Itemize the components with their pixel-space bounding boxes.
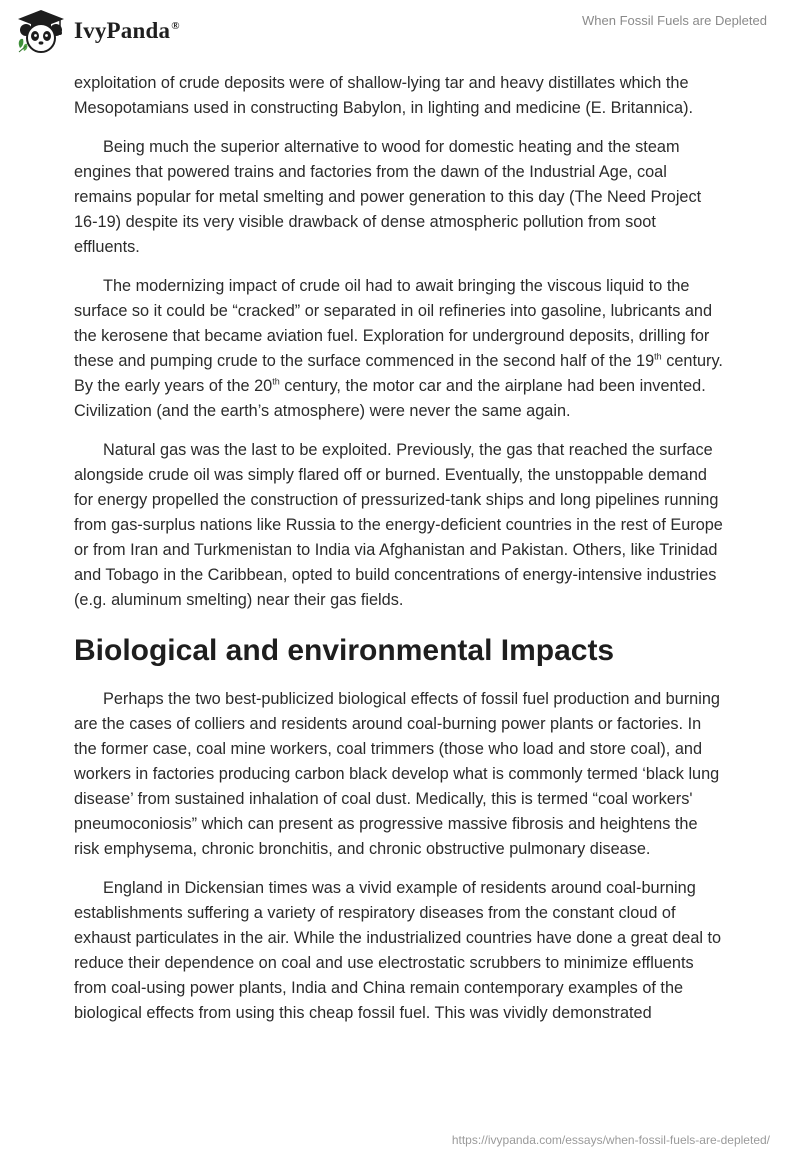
section-heading: Biological and environmental Impacts: [74, 634, 615, 667]
page-header: [0, 0, 800, 70]
panda-logo-icon: [14, 8, 68, 54]
source-url[interactable]: https://ivypanda.com/essays/when-fossil-fuels-are-depleted/: [451, 1133, 770, 1147]
paragraph-crude-oil: The modernizing impact of crude oil had to await bringing the viscous liquid to the surface so it could be “cracked” or separated in oil refineries into gasoline, lubricants and the kerosene that became aviation fuel. Exploration for underground deposits, drilling for these and pumping crude to the surface commenced in the second half of the 19th century. By the early years of the 20th century, the motor car and the airplane had been invented. Civilization (and the earth’s atmosphere) were never the same again.: [74, 277, 723, 420]
document-title: When Fossil Fuels are Depleted: [582, 13, 767, 28]
paragraph-dickensian-england: England in Dickensian times was a vivid example of residents around coal-burning establishments suffering a variety of respiratory diseases from the constant cloud of exhaust particulates in the air. While the industrialized countries have done a great deal to reduce their dependence on coal and use electrostatic scrubbers to minimize effluents from coal-using power plants, India and China remain contemporary examples of the biological effects from using this cheap fossil fuel. This was vividly demonstrated: [74, 879, 722, 1022]
paragraph-continuation: exploitation of crude deposits were of shallow-lying tar and heavy distillates which the Mesopotamians used in constructing Babylon, in lighting and medicine (E. Britannica).: [74, 74, 694, 117]
paragraph-coal: Being much the superior alternative to wood for domestic heating and the steam engines that powered trains and factories from the dawn of the Industrial Age, coal remains popular for metal smelting and power generation to this day (The Need Project 16-19) despite its very visible drawback of dense atmospheric pollution from soot effluents.: [74, 138, 702, 256]
brand-logo[interactable]: [14, 8, 180, 54]
paragraph-biological-effects: Perhaps the two best-publicized biological effects of fossil fuel production and burning are the cases of colliers and residents around coal-burning power plants or factories. In the former case, coal mine workers, coal trimmers (those who load and store coal), and workers in factories producing carbon black develop what is commonly termed ‘black lung disease’ from sustained inhalation of coal dust. Medically, this is termed “coal workers' pneumoconiosis” which can present as progressive massive fibrosis and heightens the risk emphysema, chronic bronchitis, and chronic obstructive pulmonary disease.: [74, 690, 720, 858]
brand-name: IvyPanda®: [74, 18, 180, 43]
essay-content: [74, 71, 726, 1040]
paragraph-natural-gas: Natural gas was the last to be exploited. Previously, the gas that reached the surface alongside crude oil was simply flared off or burned. Eventually, the unstoppable demand for energy propelled the construction of pressurized-tank ships and long pipelines running from gas-surplus nations like Russia to the energy-deficient countries in the rest of Europe or from Iran and Turkmenistan to India via Afghanistan and Pakistan. Others, like Trinidad and Tobago in the Caribbean, opted to build concentrations of energy-intensive industries (e.g. aluminum smelting) near their gas fields.: [74, 441, 723, 609]
